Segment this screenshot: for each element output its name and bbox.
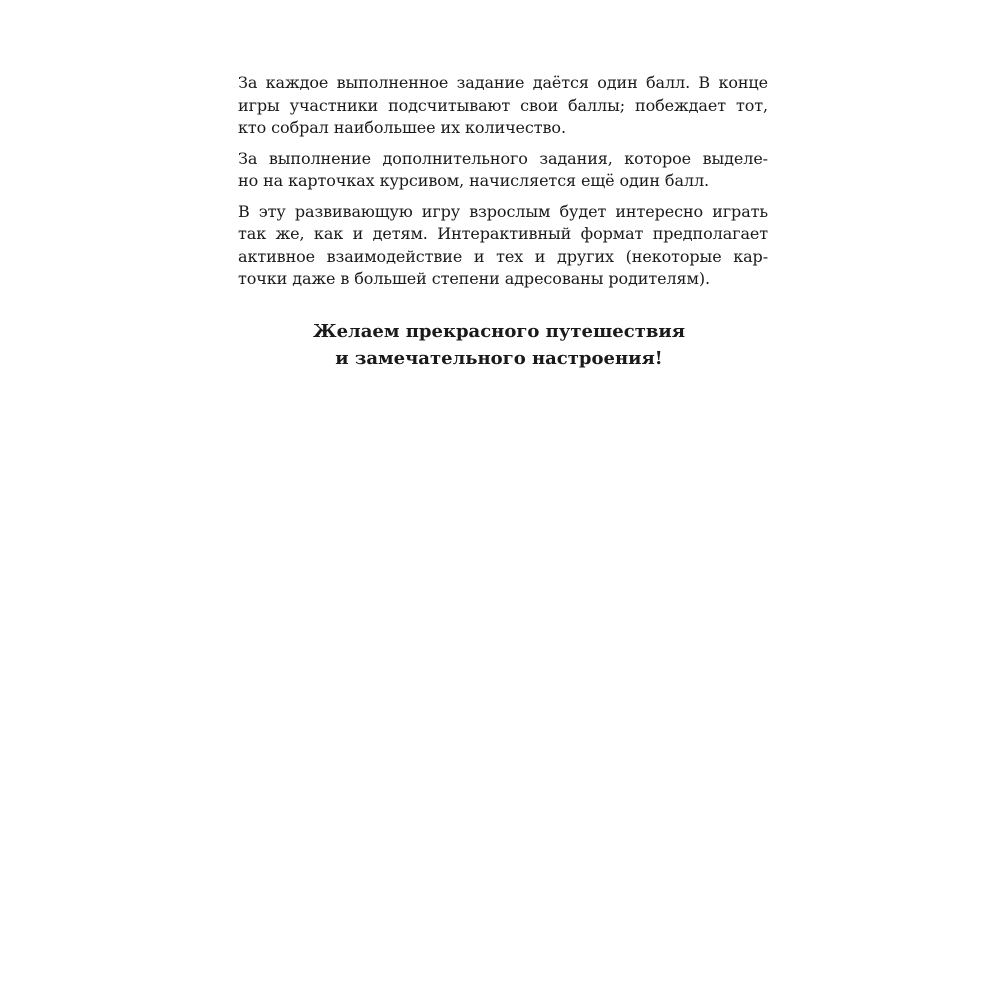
paragraph-line: точки даже в большей степени адресованы родителям).	[238, 269, 711, 288]
paragraph-line: За каждое выполненное задание даётся один балл. В конце	[238, 73, 768, 92]
paragraph-line: игры участники подсчитывают свои баллы; побеждает тот,	[238, 95, 768, 115]
paragraph-bonus	[238, 148, 768, 193]
paragraph-line: активное взаимодействие и тех и других (некоторые кар-	[238, 246, 768, 266]
paragraph-line: так же, как и детям. Интерактивный формат предполагает	[238, 224, 768, 243]
paragraph-audience	[238, 201, 768, 291]
body-text	[238, 72, 768, 299]
paragraph-line: В эту развивающую игру взрослым будет интересно играть	[238, 201, 768, 221]
paragraph-line: но на карточках курсивом, начисляется ещё один балл.	[238, 171, 710, 190]
closing-line: Желаем прекрасного путешествия	[312, 321, 686, 342]
closing-wish	[238, 318, 760, 372]
paragraph-scoring	[238, 72, 768, 140]
paragraph-line: кто собрал наибольшее их количество.	[238, 118, 566, 137]
paragraph-line: За выполнение дополнительного задания, которое выделе-	[238, 148, 768, 168]
closing-line: и замечательного настроения!	[335, 348, 663, 369]
